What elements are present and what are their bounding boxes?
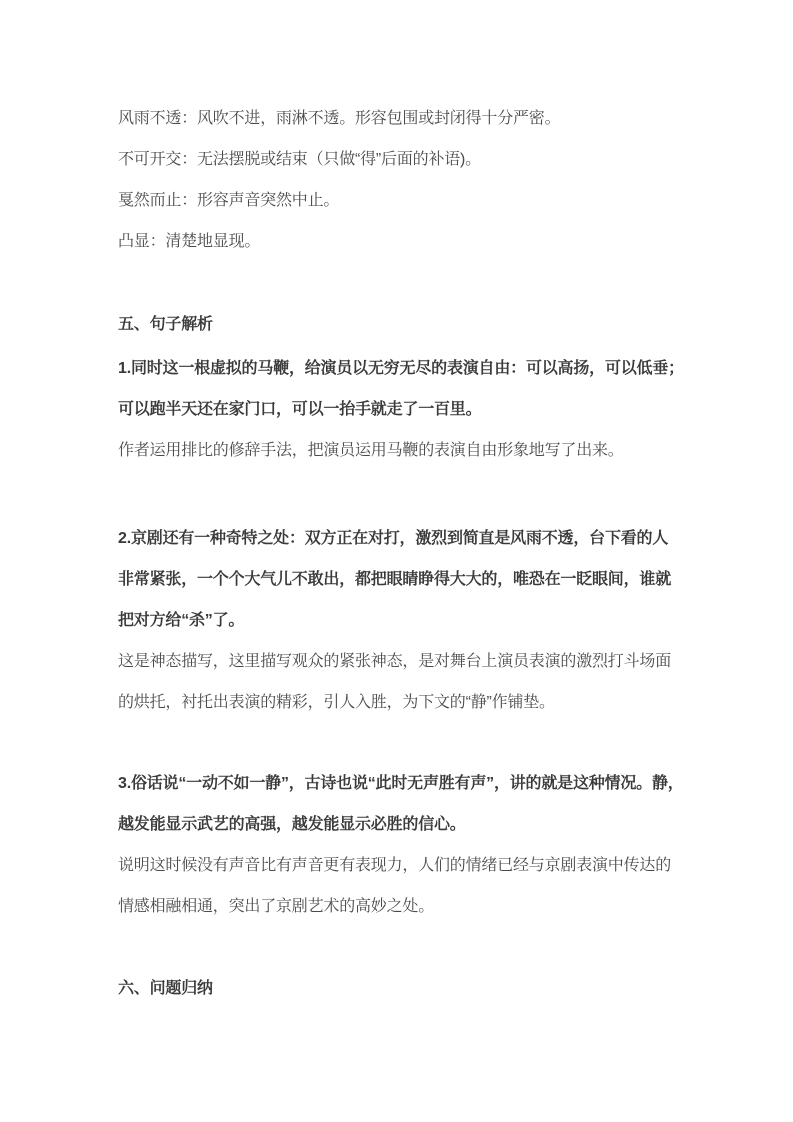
sentence-line: 3.俗话说“一动不如一静”，古诗也说“此时无声胜有声”，讲的就是这种情况。静，	[118, 775, 684, 792]
analysis-line: 作者运用排比的修辞手法，把演员运用马鞭的表演自由形象地写了出来。	[118, 442, 624, 459]
sentence-line: 非常紧张，一个个大气儿不敢出，都把眼睛睁得大大的，唯恐在一眨眼间，谁就	[118, 571, 672, 588]
definition-line: 凸显：清楚地显现。	[118, 233, 261, 250]
sentence-line: 可以跑半天还在家门口，可以一抬手就走了一百里。	[118, 401, 482, 418]
analysis-line: 情感相融相通，突出了京剧艺术的高妙之处。	[118, 898, 435, 915]
sentence-line: 1.同时这一根虚拟的马鞭，给演员以无穷无尽的表演自由：可以高扬，可以低垂；	[118, 360, 684, 377]
section-heading-six: 六、问题归纳	[118, 980, 213, 997]
section-heading-five: 五、句子解析	[118, 316, 213, 333]
sentence-line: 越发能显示武艺的高强，越发能显示必胜的信心。	[118, 816, 466, 833]
definition-line: 风雨不透：风吹不进，雨淋不透。形容包围或封闭得十分严密。	[118, 110, 561, 127]
analysis-line: 这是神态描写，这里描写观众的紧张神态，是对舞台上演员表演的激烈打斗场面	[118, 653, 672, 670]
definition-line: 戛然而止：形容声音突然中止。	[118, 192, 340, 209]
sentence-line: 2.京剧还有一种奇特之处：双方正在对打，激烈到简直是风雨不透，台下看的人	[118, 530, 669, 547]
definition-line: 不可开交：无法摆脱或结束（只做“得”后面的补语)。	[118, 151, 481, 168]
analysis-line: 的烘托，衬托出表演的精彩，引人入胜，为下文的“静”作铺垫。	[118, 694, 555, 711]
sentence-line: 把对方给“杀”了。	[118, 612, 245, 629]
analysis-line: 说明这时候没有声音比有声音更有表现力，人们的情绪已经与京剧表演中传达的	[118, 857, 672, 874]
